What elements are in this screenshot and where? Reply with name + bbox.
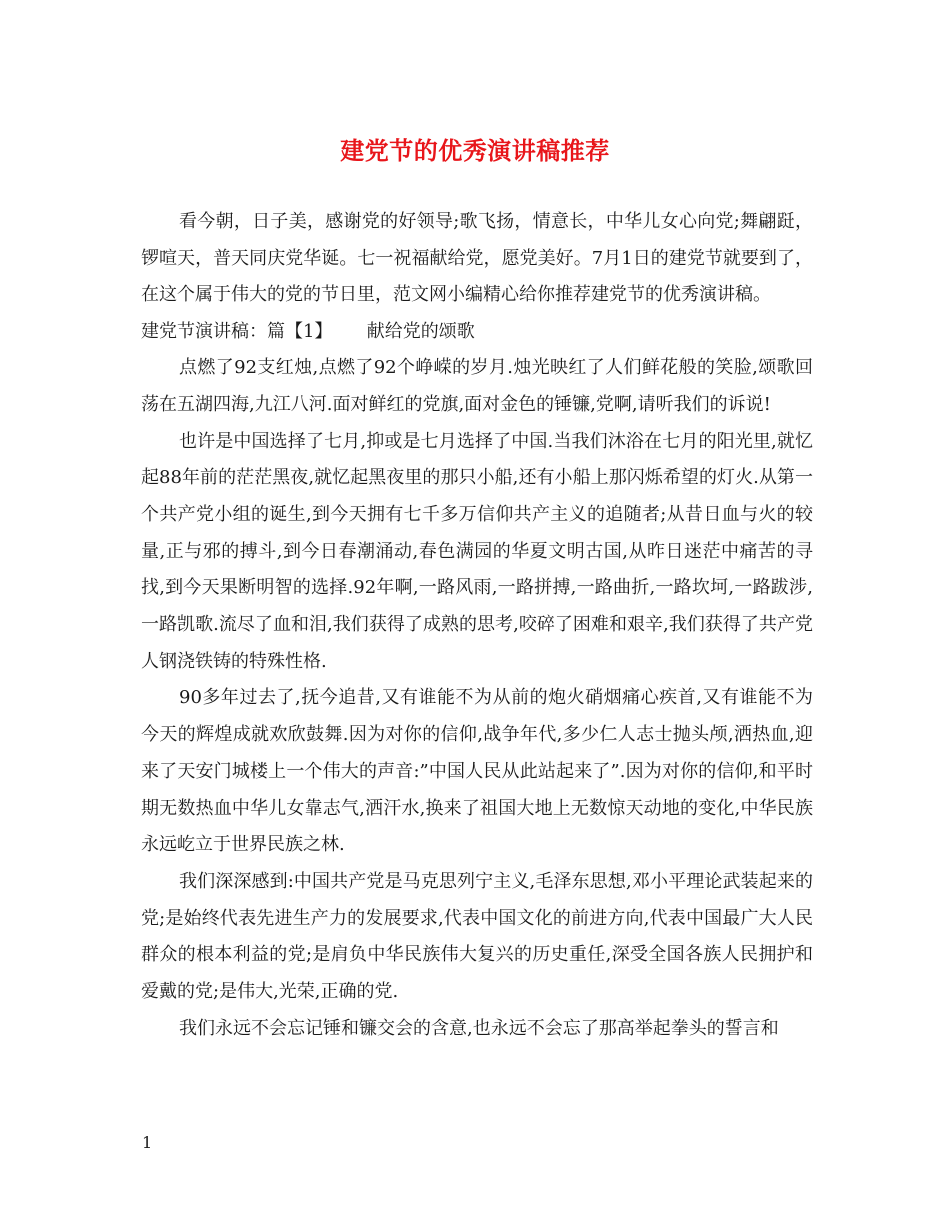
intro-paragraph: 看今朝，日子美，感谢党的好领导;歌飞扬，情意长，中华儿女心向党;舞翩跹，锣喧天，普天同庆党华诞。七一祝福献给党，愿党美好。7月1日的建党节就要到了，在这个属于伟大的党的节日里，范文网小编精心给你推荐建党节的优秀演讲稿。	[141, 211, 813, 306]
document-title: 建党节的优秀演讲稿推荐	[340, 136, 610, 165]
body-paragraph-5: 我们永远不会忘记锤和镰交会的含意,也永远不会忘了那高举起拳头的誓言和	[179, 1017, 779, 1039]
body-paragraph-2: 也许是中国选择了七月,抑或是七月选择了中国.当我们沐浴在七月的阳光里,就忆起88年前的茫茫黑夜,就忆起黑夜里的那只小船,还有小船上那闪烁希望的灯火.从第一个共产党小组的诞生,到今天拥有七千多万信仰共产主义的追随者;从昔日血与火的较量,正与邪的搏斗,到今日春潮涌动,春色满园的华夏文明古国,从昨日迷茫中痛苦的寻找,到今天果断明智的选择.92年啊,一路风雨,一路拼搏,一路曲折,一路坎坷,一路跋涉,一路凯歌.流尽了血和泪,我们获得了成熟的思考,咬碎了困难和艰辛,我们获得了共产党人钢浇铁铸的特殊性格.	[141, 430, 813, 672]
body-paragraph-4: 我们深深感到:中国共产党是马克思列宁主义,毛泽东思想,邓小平理论武装起来的党;是始终代表先进生产力的发展要求,代表中国文化的前进方向,代表中国最广大人民群众的根本利益的党;是肩负中华民族伟大复兴的历史重任,深受全国各族人民拥护和爱戴的党;是伟大,光荣,正确的党.	[141, 870, 813, 1003]
body-paragraph-1: 点燃了92支红烛,点燃了92个峥嵘的岁月.烛光映红了人们鲜花般的笑脸,颂歌回荡在五湖四海,九江八河.面对鲜红的党旗,面对金色的锤镰,党啊,请听我们的诉说!	[141, 357, 813, 415]
section-heading: 建党节演讲稿：篇【1】 献给党的颂歌	[141, 321, 475, 343]
body-paragraph-3: 90多年过去了,抚今追昔,又有谁能不为从前的炮火硝烟痛心疾首,又有谁能不为今天的辉煌成就欢欣鼓舞.因为对你的信仰,战争年代,多少仁人志士抛头颅,洒热血,迎来了天安门城楼上一个伟大的声音:”中国人民从此站起来了”.因为对你的信仰,和平时期无数热血中华儿女靠志气,洒汗水,换来了祖国大地上无数惊天动地的变化,中华民族永远屹立于世界民族之林.	[141, 687, 813, 856]
page-number: 1	[142, 1133, 153, 1152]
document-body	[141, 204, 813, 1047]
